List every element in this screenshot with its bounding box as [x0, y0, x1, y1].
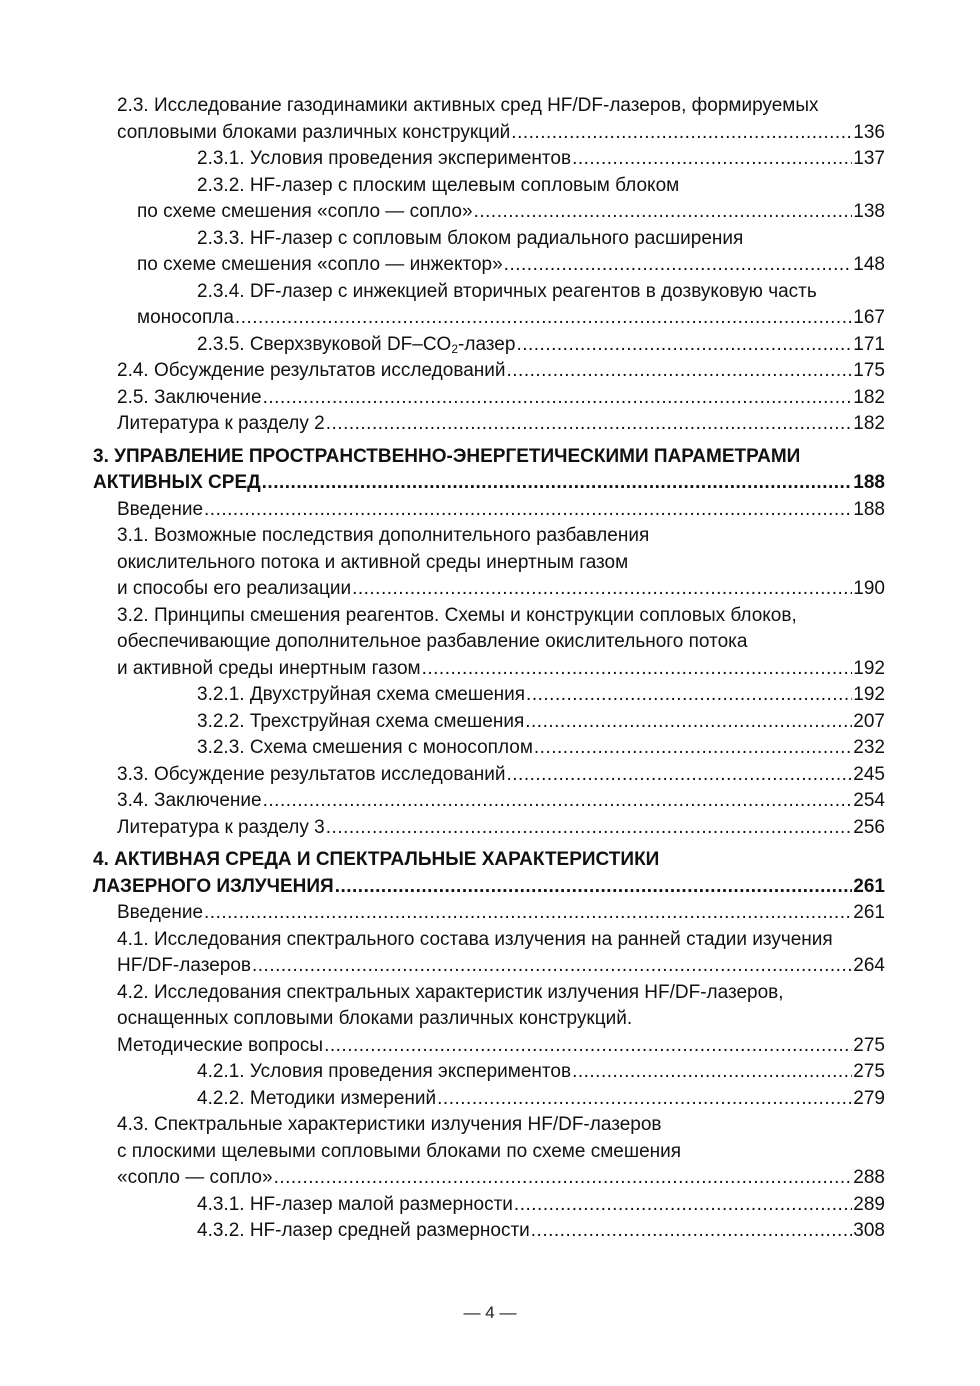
toc-page-number: 182	[853, 413, 885, 434]
toc-line	[93, 523, 885, 550]
toc-entry	[93, 332, 885, 359]
toc-entry-title: 4.2.2. Методики измерений	[197, 1087, 437, 1109]
toc-page-number: 167	[853, 307, 885, 328]
dot-leader	[274, 1165, 853, 1192]
toc-entry-title: Введение	[117, 902, 204, 923]
toc-page-number: 136	[853, 121, 885, 143]
toc-entry-title: 4.3.1. HF-лазер малой размерности	[197, 1193, 513, 1215]
toc-entry	[93, 1192, 885, 1219]
dot-leader	[572, 146, 852, 173]
dot-leader	[534, 735, 852, 762]
dot-leader	[324, 1033, 852, 1060]
dot-leader	[511, 120, 852, 147]
toc-entry-title: АКТИВНЫХ СРЕД	[93, 472, 261, 493]
toc-entry	[93, 385, 885, 412]
toc-entry	[93, 980, 885, 1060]
toc-entry	[93, 1218, 885, 1245]
toc-entry-title: Литература к разделу 2	[117, 413, 325, 434]
toc-line	[93, 199, 885, 226]
toc-page-number: 188	[853, 498, 885, 520]
dot-leader	[204, 900, 852, 927]
toc-line	[93, 980, 885, 1007]
toc-entry-title: «сопло — сопло»	[117, 1167, 273, 1188]
toc-line	[93, 120, 885, 147]
toc-page-number: 148	[853, 254, 885, 275]
toc-page-number: 289	[853, 1193, 885, 1215]
toc-page-number: 264	[853, 955, 885, 976]
toc-entry	[93, 279, 885, 332]
dot-leader	[531, 1218, 853, 1245]
toc-page-number: 279	[853, 1087, 885, 1109]
toc-entry-title: оснащенных сопловыми блоками различных конструкций.	[117, 1008, 633, 1029]
dot-leader	[235, 305, 852, 332]
dot-leader	[525, 709, 852, 736]
toc-line	[93, 1086, 885, 1113]
dot-leader	[506, 762, 852, 789]
toc-chapter-entry	[93, 444, 885, 497]
toc-line	[93, 358, 885, 385]
toc-entry	[93, 1059, 885, 1086]
toc-entry-title: 3.3. Обсуждение результатов исследований	[117, 763, 506, 785]
toc-line	[93, 1033, 885, 1060]
toc-line	[93, 385, 885, 412]
dot-leader	[437, 1086, 852, 1113]
toc-page-number: 232	[853, 737, 885, 758]
dot-leader	[526, 682, 852, 709]
toc-line	[93, 815, 885, 842]
toc-entry	[93, 226, 885, 279]
toc-entry-title: ЛАЗЕРНОГО ИЗЛУЧЕНИЯ	[93, 875, 334, 897]
toc-entry-title: 3.4. Заключение	[117, 790, 262, 811]
toc-entry-title: 2.4. Обсуждение результатов исследований	[117, 360, 506, 381]
toc-page-number: 256	[853, 816, 885, 838]
page-number-footer: — 4 —	[463, 1303, 517, 1322]
toc-line	[93, 762, 885, 789]
toc-entry	[93, 603, 885, 683]
toc-line	[93, 576, 885, 603]
toc-line	[93, 900, 885, 927]
toc-entry-title: обеспечивающие дополнительное разбавление окислительного потока	[117, 631, 748, 652]
dot-leader	[262, 470, 853, 497]
toc-entry	[93, 146, 885, 173]
toc-line	[93, 1139, 885, 1166]
toc-entry	[93, 927, 885, 980]
toc-page-number: 207	[853, 710, 885, 732]
toc-line	[93, 1059, 885, 1086]
toc-entry-title: 3.2.1. Двухструйная схема смешения	[197, 684, 526, 705]
toc-line	[93, 1165, 885, 1192]
toc-line	[93, 927, 885, 954]
toc-line	[93, 279, 885, 306]
toc-entry	[93, 523, 885, 603]
toc-entry	[93, 411, 885, 438]
toc-entry	[93, 1086, 885, 1113]
toc-line	[93, 953, 885, 980]
toc-page-number: 138	[853, 201, 885, 222]
toc-page-number: 261	[853, 902, 885, 923]
toc-entry-title: 2.3. Исследование газодинамики активных сред HF/DF-лазеров, формируемых	[117, 95, 819, 116]
toc-entry-title: по схеме смешения «сопло — инжектор»	[137, 254, 503, 275]
dot-leader	[514, 1192, 852, 1219]
toc-entry-title: 4.2. Исследования спектральных характеристик излучения HF/DF-лазеров,	[117, 981, 784, 1003]
toc-entry	[93, 735, 885, 762]
toc-entry-title: HF/DF-лазеров	[117, 955, 251, 976]
toc-entry	[93, 788, 885, 815]
toc-line	[93, 1218, 885, 1245]
toc-line	[93, 788, 885, 815]
toc-entry-title: 2.3.2. HF-лазер с плоским щелевым сопловым блоком	[197, 174, 680, 196]
toc-line	[93, 1192, 885, 1219]
toc-entry-title: 2.3.3. HF-лазер с сопловым блоком радиального расширения	[197, 227, 744, 249]
dot-leader	[326, 815, 853, 842]
toc-page-number: 171	[853, 333, 885, 355]
toc-line	[93, 497, 885, 524]
toc-page-number: 182	[853, 386, 885, 408]
toc-page-number: 192	[853, 657, 885, 679]
toc-line	[93, 682, 885, 709]
dot-leader	[204, 497, 852, 524]
toc-entry-title: с плоскими щелевыми сопловыми блоками по схеме смешения	[117, 1140, 682, 1162]
dot-leader	[263, 385, 853, 412]
toc-entry-title: и способы его реализации	[117, 578, 352, 599]
dot-leader	[504, 252, 853, 279]
toc-line	[93, 146, 885, 173]
toc-entry-title: 2.3.4. DF-лазер с инжекцией вторичных реагентов в дозвуковую часть	[197, 280, 817, 302]
toc-page-number: 261	[853, 875, 885, 897]
toc-entry	[93, 173, 885, 226]
toc-line	[93, 226, 885, 253]
toc-entry-title: Методические вопросы	[117, 1034, 324, 1056]
toc-line	[93, 1006, 885, 1033]
toc-entry-title: окислительного потока и активной среды инертным газом	[117, 551, 629, 573]
toc-entry-title: 4.3. Спектральные характеристики излучения HF/DF-лазеров	[117, 1114, 662, 1135]
toc-entry-title: сопловыми блоками различных конструкций	[117, 121, 511, 143]
toc-line	[93, 735, 885, 762]
toc-line	[93, 1112, 885, 1139]
toc-page-number: 275	[853, 1034, 885, 1056]
toc-entry	[93, 1112, 885, 1192]
toc-entry	[93, 682, 885, 709]
toc-entry-title: Введение	[117, 498, 204, 520]
toc-entry-title: 4.1. Исследования спектрального состава излучения на ранней стадии изучения	[117, 928, 833, 950]
toc-entry	[93, 762, 885, 789]
toc-line	[93, 173, 885, 200]
dot-leader	[516, 332, 852, 359]
toc-line	[93, 603, 885, 630]
toc-entry-title: 2.3.5. Сверхзвуковой $DF-CO_2$-лазер	[197, 333, 516, 356]
toc-page-number: 245	[853, 763, 885, 785]
toc-page-number: 254	[853, 790, 885, 811]
dot-leader	[252, 953, 852, 980]
toc-line	[93, 411, 885, 438]
toc-page-number: 137	[853, 148, 885, 169]
toc-entry-title: 3.2.3. Схема смешения с моносоплом	[197, 737, 533, 758]
toc-entry	[93, 358, 885, 385]
dot-leader	[422, 656, 853, 683]
toc-entry-title: 4. АКТИВНАЯ СРЕДА И СПЕКТРАЛЬНЫЕ ХАРАКТЕРИСТИКИ	[93, 849, 660, 870]
toc-entry-title: 3.2. Принципы смешения реагентов. Схемы и конструкции сопловых блоков,	[117, 604, 797, 626]
toc-line	[93, 470, 885, 497]
toc-page-number: 275	[853, 1061, 885, 1082]
toc-line	[93, 847, 885, 874]
toc-line	[93, 550, 885, 577]
toc-line	[93, 656, 885, 683]
toc-page-number: 192	[853, 684, 885, 705]
dot-leader	[335, 874, 853, 901]
dot-leader	[326, 411, 853, 438]
dot-leader	[572, 1059, 852, 1086]
toc-entry-title: моносопла	[137, 307, 234, 328]
toc-entry	[93, 709, 885, 736]
toc-entry	[93, 900, 885, 927]
dot-leader	[506, 358, 852, 385]
dot-leader	[352, 576, 852, 603]
toc-page-number: 188	[853, 472, 885, 493]
toc-entry-title: 4.3.2. HF-лазер средней размерности	[197, 1220, 530, 1241]
toc-entry-title: 4.2.1. Условия проведения экспериментов	[197, 1061, 572, 1082]
toc-line	[93, 93, 885, 120]
toc-chapter-entry	[93, 847, 885, 900]
toc-line	[93, 874, 885, 901]
toc-entry-title: Литература к разделу 3	[117, 816, 325, 838]
toc-entry-title: 2.3.1. Условия проведения экспериментов	[197, 148, 572, 169]
dot-leader	[263, 788, 853, 815]
toc-line	[93, 629, 885, 656]
toc-entry-title: 2.5. Заключение	[117, 386, 262, 408]
toc-entry-title: 3. УПРАВЛЕНИЕ ПРОСТРАНСТВЕННО-ЭНЕРГЕТИЧЕСКИМИ ПАРАМЕТРАМИ	[93, 445, 801, 467]
toc-line	[93, 252, 885, 279]
toc-entry	[93, 815, 885, 842]
toc-entry	[93, 497, 885, 524]
toc-line	[93, 444, 885, 471]
toc-entry-title: и активной среды инертным газом	[117, 657, 421, 679]
table-of-contents	[93, 93, 885, 1245]
toc-line	[93, 305, 885, 332]
toc-entry	[93, 93, 885, 146]
toc-page-number: 288	[853, 1167, 885, 1188]
toc-page-number: 190	[853, 578, 885, 599]
toc-line	[93, 709, 885, 736]
toc-line	[93, 332, 885, 359]
toc-page-number: 175	[853, 360, 885, 381]
toc-entry-title: 3.1. Возможные последствия дополнительного разбавления	[117, 525, 650, 546]
dot-leader	[474, 199, 853, 226]
toc-entry-title: по схеме смешения «сопло — сопло»	[137, 201, 473, 222]
toc-page-number: 308	[853, 1220, 885, 1241]
toc-entry-title: 3.2.2. Трехструйная схема смешения	[197, 710, 525, 732]
